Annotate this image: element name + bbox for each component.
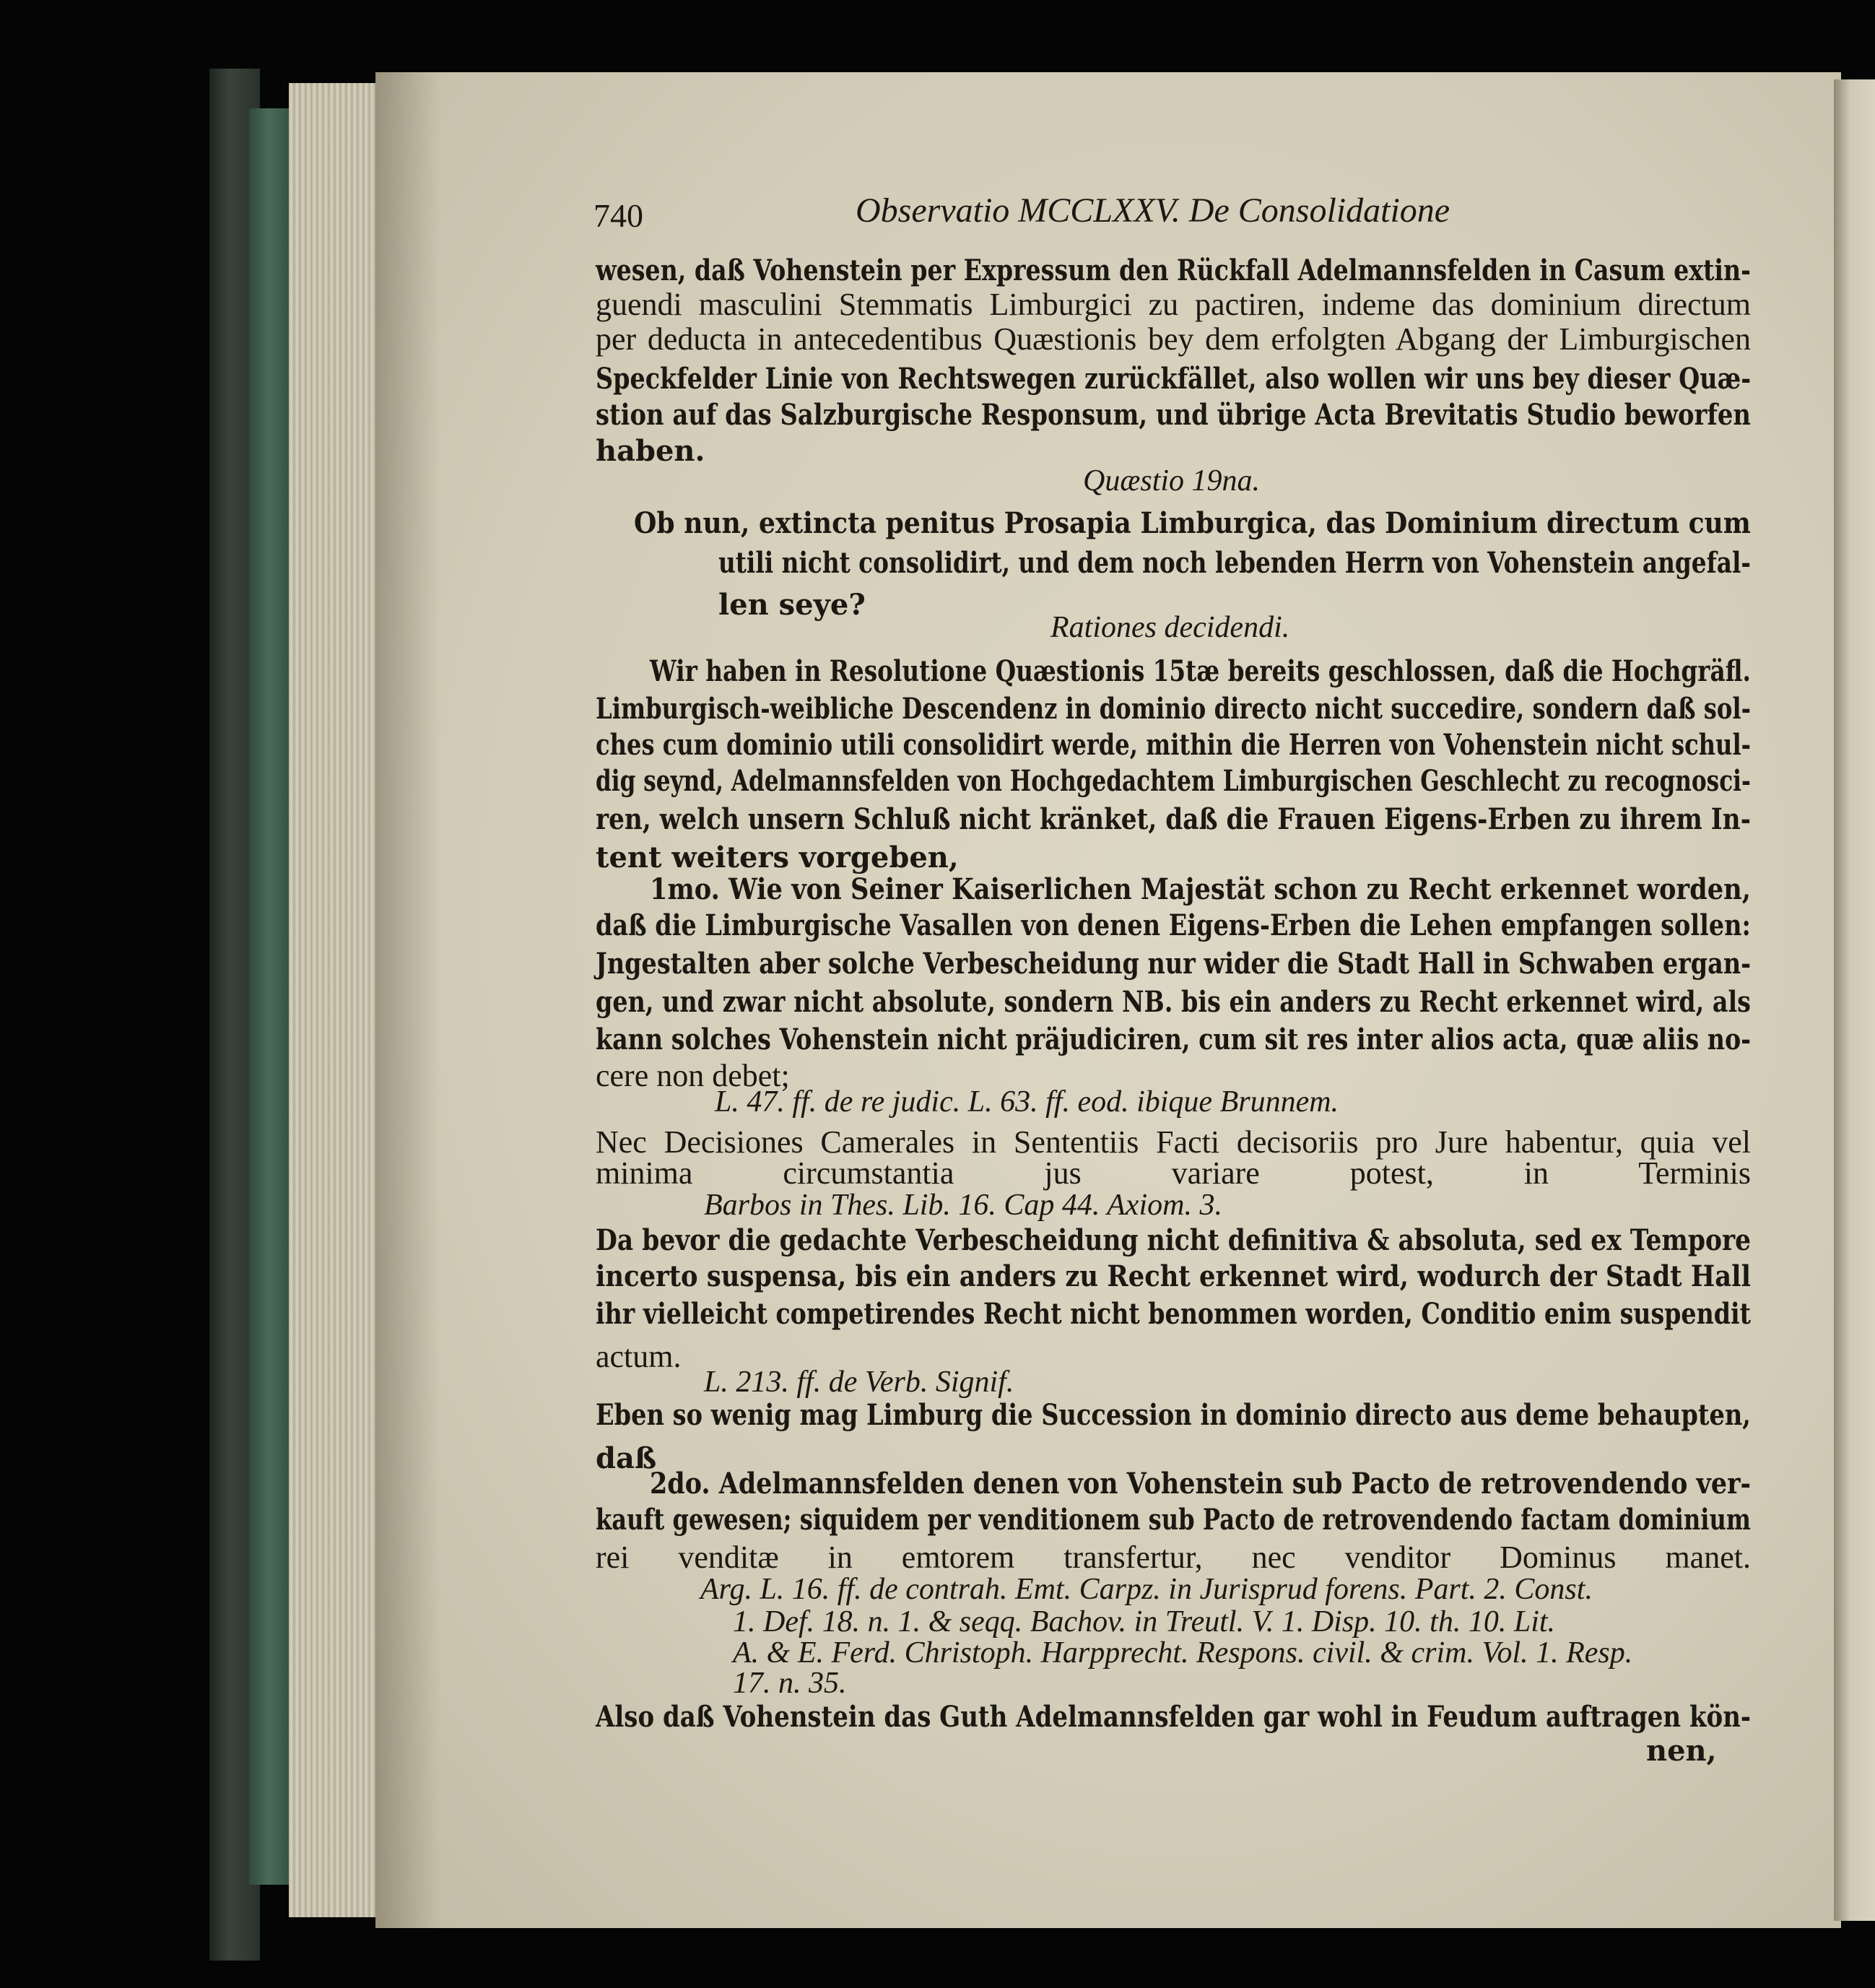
text-line: len seye? xyxy=(718,588,866,622)
text-line: guendi masculini Stemmatis Limburgici zu pactiren, indeme das dominium directum xyxy=(596,287,1751,322)
text-line: ches cum dominio utili consolidirt werde, mithin die Herren von Vohenstein nicht schul- xyxy=(596,728,1752,762)
book-spine-cloth xyxy=(249,108,292,1885)
page-block-edges xyxy=(289,83,390,1917)
text-line: wesen, daß Vohenstein per Expressum den Rückfall Adelmannsfelden in Casum extin- xyxy=(596,253,1751,287)
text-line: Ob nun, extincta penitus Prosapia Limburgica, das Dominium directum cum xyxy=(634,506,1751,540)
text-line: tent weiters vorgeben, xyxy=(596,841,959,874)
text-line: Limburgisch-weibliche Descendenz in dominio directo nicht succedire, sondern daß sol- xyxy=(596,692,1752,726)
text-line: kauft gewesen; siquidem per venditionem sub Pacto de retrovendendo factam dominium xyxy=(596,1503,1751,1537)
text-line: Wir haben in Resolutione Quæstionis 15tæ bereits geschlossen, daß die Hochgräfl. xyxy=(650,654,1751,688)
text-line: Eben so wenig mag Limburg die Succession in dominio directo aus deme behaupten, xyxy=(596,1398,1751,1432)
page-number: 740 xyxy=(593,197,643,234)
text-line: dig seynd, Adelmannsfelden von Hochgedachtem Limburgischen Geschlecht zu recognosci- xyxy=(596,764,1751,798)
catchword: nen, xyxy=(1646,1734,1717,1768)
next-page-edge xyxy=(1834,79,1875,1921)
citation: L. 213. ff. de Verb. Signif. xyxy=(704,1366,1014,1399)
text-line: gen, und zwar nicht absolute, sondern NB. bis ein anders zu Recht erkennet wird, als xyxy=(596,985,1751,1019)
section-heading: Quæstio 19na. xyxy=(1083,464,1261,498)
citation: Arg. L. 16. ff. de contrah. Emt. Carpz. in Jurisprud forens. Part. 2. Const. xyxy=(700,1573,1593,1606)
running-title: Observatio MCCLXXV. De Consolidatione xyxy=(856,191,1450,230)
text-line: Da bevor die gedachte Verbescheidung nicht definitiva & absoluta, sed ex Tempore xyxy=(596,1223,1752,1257)
text-line: 1mo. Wie von Seiner Kaiserlichen Majestät schon zu Recht erkennet worden, xyxy=(650,872,1752,906)
text-line: kann solches Vohenstein nicht präjudiciren, cum sit res inter alios acta, quæ aliis no- xyxy=(596,1023,1752,1056)
text-line: rei venditæ in emtorem transfertur, nec venditor Dominus manet. xyxy=(596,1540,1751,1575)
section-heading: Rationes decidendi. xyxy=(1050,611,1290,644)
citation: L. 47. ff. de re judic. L. 63. ff. eod. ibique Brunnem. xyxy=(715,1085,1339,1119)
text-line: Jngestalten aber solche Verbescheidung nur wider die Stadt Hall in Schwaben ergan- xyxy=(596,947,1752,981)
text-line: ren, welch unsern Schluß nicht kränket, daß die Frauen Eigens-Erben zu ihrem In- xyxy=(596,802,1751,836)
citation: Barbos in Thes. Lib. 16. Cap 44. Axiom. 3. xyxy=(704,1189,1222,1222)
text-line: per deducta in antecedentibus Quæstionis bey dem erfolgten Abgang der Limburgischen xyxy=(596,321,1751,357)
text-line: actum. xyxy=(596,1339,682,1374)
citation: 1. Def. 18. n. 1. & seqq. Bachov. in Treutl. V. 1. Disp. 10. th. 10. Lit. xyxy=(733,1605,1556,1638)
text-line: utili nicht consolidirt, und dem noch lebenden Herrn von Vohenstein angefal- xyxy=(718,546,1751,580)
text-line: Speckfelder Linie von Rechtswegen zurückfället, also wollen wir uns bey dieser Quæ- xyxy=(596,362,1752,396)
text-line: 2do. Adelmannsfelden denen von Vohenstein sub Pacto de retrovendendo ver- xyxy=(650,1467,1751,1501)
text-line: Nec Decisiones Camerales in Sententiis Facti decisoriis pro Jure habentur, quia vel xyxy=(596,1124,1751,1160)
text-line: minima circumstantia jus variare potest, in Terminis xyxy=(596,1155,1751,1191)
text-line: stion auf das Salzburgische Responsum, und übrige Acta Brevitatis Studio beworfen xyxy=(596,398,1751,432)
text-line: daß xyxy=(596,1441,657,1475)
text-line: haben. xyxy=(596,434,705,468)
text-line: incerto suspensa, bis ein anders zu Recht erkennet wird, wodurch der Stadt Hall xyxy=(596,1259,1752,1293)
citation: A. & E. Ferd. Christoph. Harpprecht. Respons. civil. & crim. Vol. 1. Resp. xyxy=(733,1636,1633,1670)
text-line: Also daß Vohenstein das Guth Adelmannsfelden gar wohl in Feudum auftragen kön- xyxy=(596,1700,1752,1734)
citation: 17. n. 35. xyxy=(733,1667,847,1700)
text-line: daß die Limburgische Vasallen von denen Eigens-Erben die Lehen empfangen sollen: xyxy=(596,908,1751,942)
text-line: ihr vielleicht competirendes Recht nicht benommen worden, Conditio enim suspendit xyxy=(596,1297,1752,1331)
gutter-shadow xyxy=(375,72,440,1928)
text-line: cere non debet; xyxy=(596,1058,790,1093)
